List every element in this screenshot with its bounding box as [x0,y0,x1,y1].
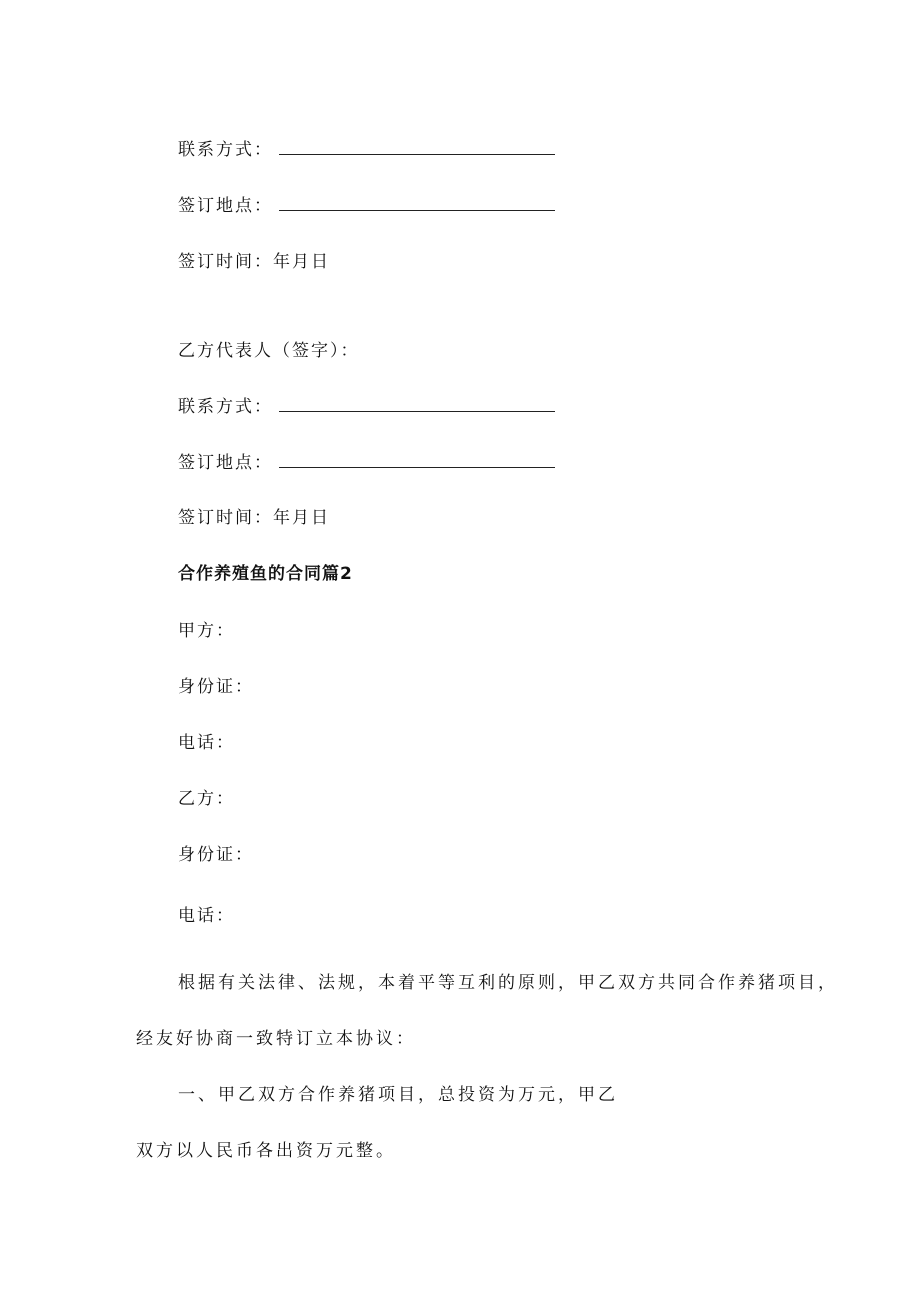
place-row-b [178,452,555,474]
contact-label: 联系方式： [178,397,273,417]
id-a-label: 身份证： [178,677,254,697]
contact-label: 联系方式： [178,140,273,160]
time-row-b: 签订时间：年月日 [178,508,330,528]
clause-1-line-2: 双方以人民币各出资万元整。 [136,1141,396,1161]
party-b-label: 乙方： [178,789,235,809]
place-row-a [178,195,555,217]
paragraph-1-line-1: 根据有关法律、法规，本着平等互利的原则，甲乙双方共同合作养猪项目， [178,973,838,993]
id-b-label: 身份证： [178,845,254,865]
contact-row-b [178,396,555,418]
place-label: 签订地点： [178,196,273,216]
phone-b-label: 电话： [178,906,235,926]
phone-a-label: 电话： [178,733,235,753]
place-blank-line [279,453,555,468]
party-b-representative: 乙方代表人（签字）： [178,341,360,361]
time-row-a: 签订时间：年月日 [178,252,330,272]
place-blank-line [279,196,555,211]
contact-blank-line [279,397,555,412]
section-title: 合作养殖鱼的合同篇2 [178,564,353,584]
clause-1-line-1: 一、甲乙双方合作养猪项目，总投资为万元，甲乙 [178,1085,618,1105]
paragraph-1-line-2: 经友好协商一致特订立本协议： [136,1029,416,1049]
place-label: 签订地点： [178,453,273,473]
contact-blank-line [279,140,555,155]
party-a-label: 甲方： [178,621,235,641]
contact-row-a [178,139,555,161]
